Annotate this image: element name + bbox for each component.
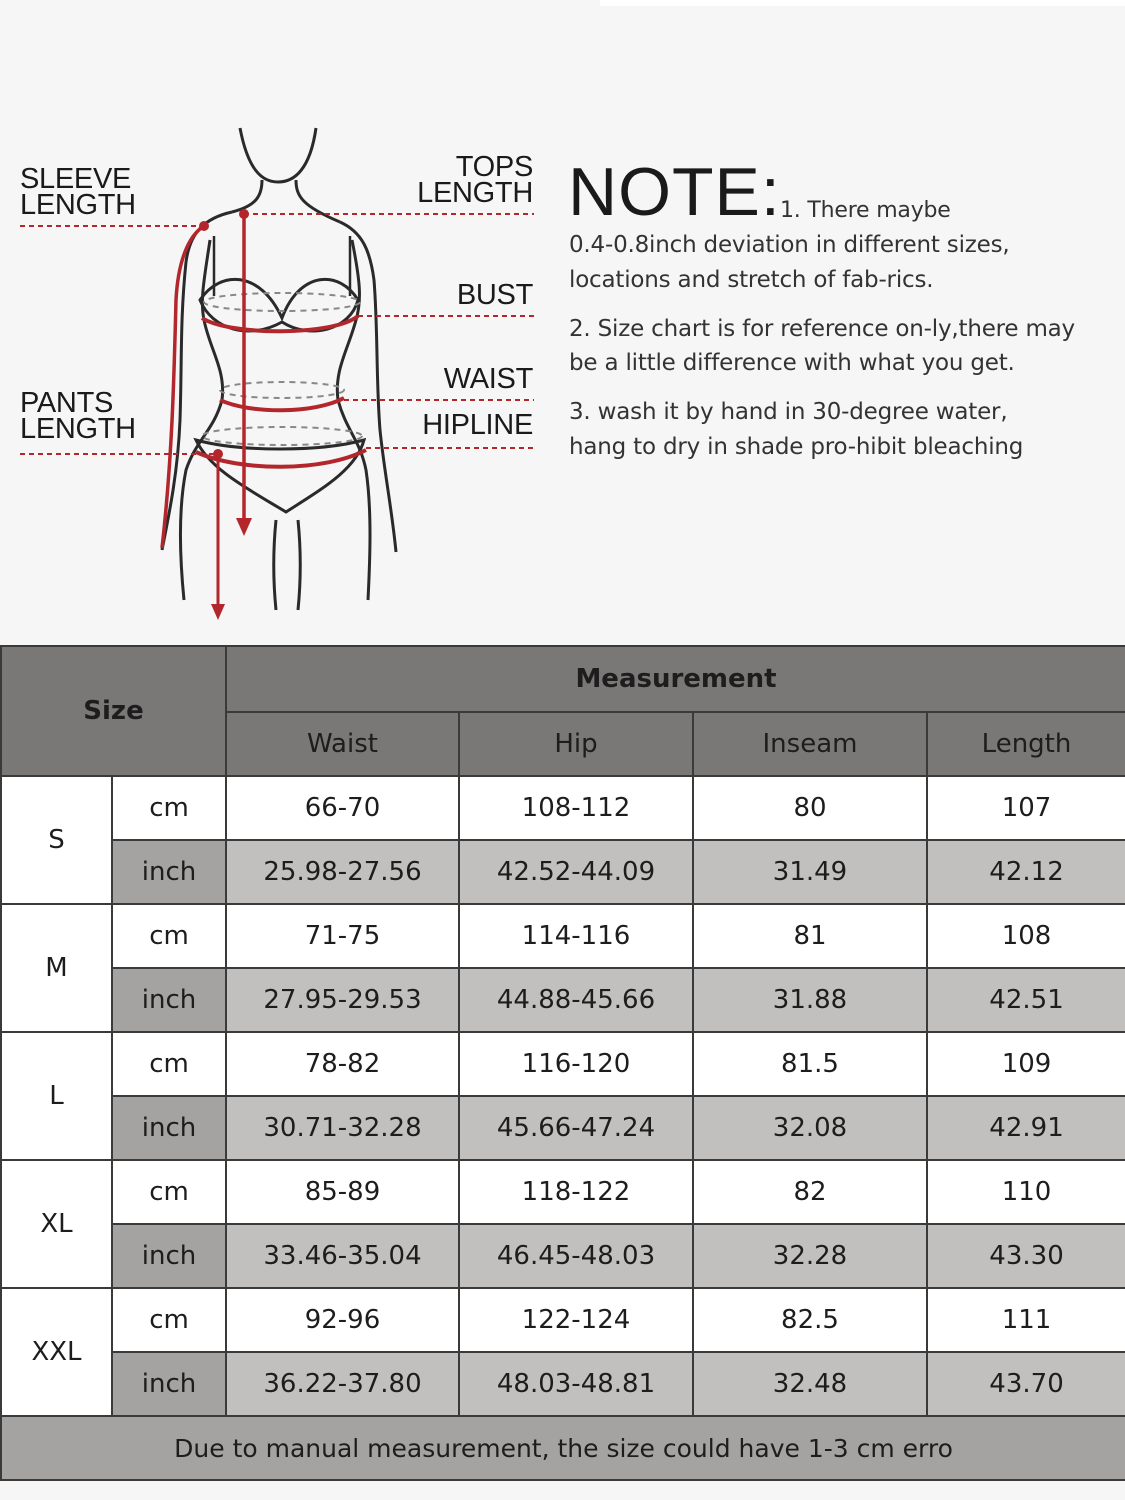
waist-label: WAIST: [443, 363, 533, 395]
unit-cell: inch: [112, 1096, 226, 1160]
table-cell: 82.5: [693, 1288, 927, 1352]
size-cell: XXL: [1, 1288, 112, 1416]
table-cell: 36.22-37.80: [226, 1352, 459, 1416]
table-cell: 32.28: [693, 1224, 927, 1288]
table-cell: 45.66-47.24: [459, 1096, 693, 1160]
note-line-1c: locations and stretch of fab-rics.: [569, 267, 934, 293]
column-header-inseam: Inseam: [693, 712, 927, 776]
figure-torso-left: [181, 240, 223, 600]
size-chart-table: [0, 645, 1125, 1481]
measurement-header: Measurement: [226, 646, 1125, 712]
table-row: [1, 1288, 1125, 1352]
unit-cell: cm: [112, 904, 226, 968]
unit-cell: inch: [112, 968, 226, 1032]
table-cell: 31.88: [693, 968, 927, 1032]
pants-length-label-line2: LENGTH: [20, 413, 136, 445]
sleeve-length-label-line1: SLEEVE: [20, 163, 132, 195]
size-cell: S: [1, 776, 112, 904]
unit-cell: inch: [112, 1352, 226, 1416]
table-cell: 46.45-48.03: [459, 1224, 693, 1288]
pants-length-label: [20, 387, 136, 445]
note-line-2b: be a little difference with what you get.: [569, 350, 1015, 376]
figure-bra: [200, 279, 358, 331]
bust-label: BUST: [456, 279, 533, 311]
table-cell: 30.71-32.28: [226, 1096, 459, 1160]
table-cell: 81: [693, 904, 927, 968]
note-title: NOTE:: [568, 154, 781, 230]
table-row: [1, 840, 1125, 904]
unit-cell: cm: [112, 1032, 226, 1096]
table-cell: 82: [693, 1160, 927, 1224]
sleeve-length-label: [20, 163, 136, 221]
table-row: [1, 1224, 1125, 1288]
table-cell: 71-75: [226, 904, 459, 968]
table-cell: 42.51: [927, 968, 1125, 1032]
column-header-length: Length: [927, 712, 1125, 776]
table-footer-row: [1, 1416, 1125, 1480]
column-header-hip: Hip: [459, 712, 693, 776]
table-cell: 114-116: [459, 904, 693, 968]
top-strip: [600, 0, 1125, 6]
table-cell: 31.49: [693, 840, 927, 904]
note-line-3b: hang to dry in shade pro-hibit bleaching: [569, 434, 1024, 460]
table-cell: 81.5: [693, 1032, 927, 1096]
table-cell: 32.08: [693, 1096, 927, 1160]
table-cell: 85-89: [226, 1160, 459, 1224]
table-cell: 27.95-29.53: [226, 968, 459, 1032]
pants-length-label-line1: PANTS: [20, 387, 114, 419]
table-cell: 116-120: [459, 1032, 693, 1096]
table-cell: 80: [693, 776, 927, 840]
footer-note: Due to manual measurement, the size could have 1-3 cm erro: [1, 1416, 1125, 1480]
table-cell: 111: [927, 1288, 1125, 1352]
note-line-3a: 3. wash it by hand in 30-degree water,: [569, 399, 1008, 425]
tops-length-label-line2: LENGTH: [417, 177, 533, 209]
table-row: [1, 776, 1125, 840]
note-line-1a: 1. There maybe: [780, 198, 951, 223]
table-row: [1, 1352, 1125, 1416]
table-cell: 42.91: [927, 1096, 1125, 1160]
table-cell: 107: [927, 776, 1125, 840]
table-cell: 108-112: [459, 776, 693, 840]
table-cell: 32.48: [693, 1352, 927, 1416]
note-line-1b: 0.4-0.8inch deviation in different sizes,: [569, 232, 1010, 258]
table-row: [1, 1160, 1125, 1224]
table-cell: 118-122: [459, 1160, 693, 1224]
table-cell: 78-82: [226, 1032, 459, 1096]
table-cell: 66-70: [226, 776, 459, 840]
table-cell: 92-96: [226, 1288, 459, 1352]
size-cell: L: [1, 1032, 112, 1160]
unit-cell: cm: [112, 1288, 226, 1352]
figure-head-outline: [240, 128, 316, 182]
table-cell: 33.46-35.04: [226, 1224, 459, 1288]
note-line-2a: 2. Size chart is for reference on-ly,there may: [569, 316, 1075, 342]
table-cell: 44.88-45.66: [459, 968, 693, 1032]
table-cell: 110: [927, 1160, 1125, 1224]
table-cell: 109: [927, 1032, 1125, 1096]
table-cell: 42.52-44.09: [459, 840, 693, 904]
hipline-label: HIPLINE: [422, 409, 533, 441]
table-cell: 122-124: [459, 1288, 693, 1352]
size-header: Size: [1, 646, 226, 776]
table-cell: 42.12: [927, 840, 1125, 904]
table-cell: 43.70: [927, 1352, 1125, 1416]
tops-length-label: [373, 151, 533, 209]
table-row: [1, 1096, 1125, 1160]
table-cell: 48.03-48.81: [459, 1352, 693, 1416]
sleeve-length-label-line2: LENGTH: [20, 189, 136, 221]
size-cell: XL: [1, 1160, 112, 1288]
unit-cell: inch: [112, 840, 226, 904]
waist-band: [220, 398, 344, 410]
size-cell: M: [1, 904, 112, 1032]
table-row: [1, 1032, 1125, 1096]
table-cell: 108: [927, 904, 1125, 968]
table-cell: 43.30: [927, 1224, 1125, 1288]
table-row: [1, 904, 1125, 968]
unit-cell: inch: [112, 1224, 226, 1288]
column-header-waist: Waist: [226, 712, 459, 776]
body-figure-illustration: [0, 0, 570, 640]
unit-cell: cm: [112, 1160, 226, 1224]
diagram-section: [0, 0, 1125, 645]
tops-length-label-line1: TOPS: [455, 151, 533, 183]
table-row: [1, 968, 1125, 1032]
unit-cell: cm: [112, 776, 226, 840]
table-cell: 25.98-27.56: [226, 840, 459, 904]
